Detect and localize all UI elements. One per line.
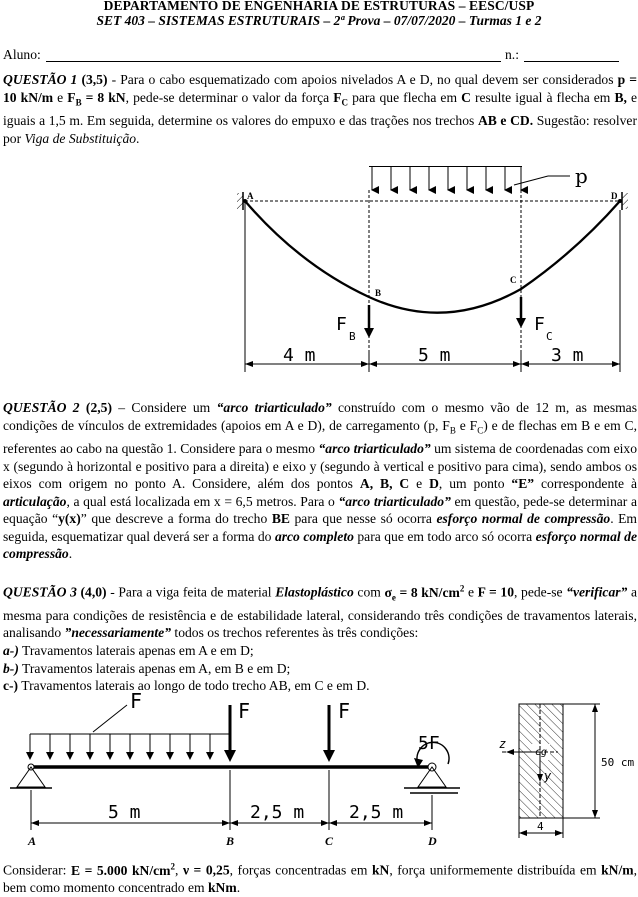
beam-point-c: C <box>325 834 334 848</box>
svg-text:C: C <box>546 330 553 343</box>
beam-load-arrows <box>26 734 214 760</box>
point-a-label: A <box>247 191 254 201</box>
cg-label: cg <box>535 747 548 758</box>
section-height-label: 50 cm <box>601 756 635 769</box>
cross-section <box>519 704 563 818</box>
beam-point-d: D <box>428 834 437 848</box>
force-fb-label: F <box>336 314 347 335</box>
consider-note: Considerar: E = 5.000 $kN/cm^2$, ν = 0,25, forças concentradas em kN, força uniformemente distribuída em kN/m, bem como momento concentrado em kNm. <box>3 861 638 896</box>
dim-4m: 4 m <box>283 345 316 366</box>
student-name-label: Aluno: <box>3 47 41 62</box>
dim-5m-beam: 5 m <box>108 802 141 823</box>
axis-z-label: z <box>499 737 507 751</box>
dim-3m: 3 m <box>551 345 584 366</box>
dim-5m: 5 m <box>418 345 451 366</box>
point-c-label: C <box>510 275 517 285</box>
force-fc-label: F <box>534 314 545 335</box>
section-width-label: 4 <box>537 820 544 833</box>
load-p-label: p <box>575 164 588 188</box>
force-f-c-label: F <box>338 699 351 723</box>
svg-text:B: B <box>349 330 356 343</box>
axis-y-label: y <box>544 769 552 783</box>
q3-title: QUESTÃO 3 <box>3 584 77 600</box>
force-f-b-label: F <box>238 699 251 723</box>
question-2: QUESTÃO 2 (2,5) – Considere um “arco triarticulado” construído com o mesmo vão de 12 m, as mesmas condições de vínculos de extremidades (apoios em A e D), de carregamento (p, $F_B$ e $F_C$) e de flechas em B e em C, referentes ao cabo na questão 1. Considere para o mesmo “arco triarticulado” um sistema de coordenadas com eixo x (segundo à horizontal e positivo para a direita) e eixo y (segundo à vertical e positivo para cima), sendo ambos os eixos com origem no ponto A. Considere, além dos pontos A, B, C e D, um ponto “E” correspondente à articulação, a qual está localizada em x = 6,5 metros. Para o “arco triarticulado” em questão, pede-se determinar a equação “y(x)” que descreve a forma do trecho BE para que nesse só ocorra esforço normal de compressão. Em seguida, esquematizar qual deverá ser a forma do arco completo para que em todo arco só ocorra esforço normal de compressão. <box>3 400 638 562</box>
question-1: QUESTÃO 1 (3,5) - Para o cabo esquematizado com apoios nivelados A e D, no qual devem ser considerados p = 10 kN/m e $F_B = 8$ kN, pede-se determinar o valor da força $F_C$ para que flecha em C resulte igual à flecha em B, e iguais a 1,5 m. Em seguida, determine os valores do empuxo e das trações nos trechos AB e CD. Sugestão: resolver por Viga de Substituição. <box>3 72 637 146</box>
q1-title: QUESTÃO 1 <box>3 72 78 87</box>
header-course: SET 403 – SISTEMAS ESTRUTURAIS – 2ª Prova – 07/07/2020 – Turmas 1 e 2 <box>96 13 542 28</box>
load-f-distributed-label: F <box>130 689 143 713</box>
point-b-label: B <box>375 288 382 298</box>
student-number-label: n.: <box>505 47 519 62</box>
dim-2-5m-bc: 2,5 m <box>250 802 305 823</box>
point-d-label: D <box>611 191 618 201</box>
beam-point-a: A <box>28 834 37 848</box>
moment-5f-label: 5F <box>418 733 440 754</box>
header-department: DEPARTAMENTO DE ENGENHARIA DE ESTRUTURAS – EESC/USP <box>103 0 535 13</box>
question-3: QUESTÃO 3 (4,0) - Para a viga feita de material Elastoplástico com $\sigma_e = 8$ $kN/cm^2$ e F = 10, pede-se “verificar” a mesma para condições de resistência e de estabilidade lateral, considerando três condições de travamentos laterais, analisando ”necessariamente” todos os trechos referentes às três condições: a-) Travamentos laterais apenas em A e em D; b-) Travamentos laterais apenas em A, em B e em D; c-) Travamentos laterais ao longo de todo trecho AB, em C e em D. <box>3 583 638 694</box>
dim-2-5m-cd: 2,5 m <box>349 802 404 823</box>
beam-point-b: B <box>226 834 235 848</box>
q2-title: QUESTÃO 2 <box>3 400 80 415</box>
